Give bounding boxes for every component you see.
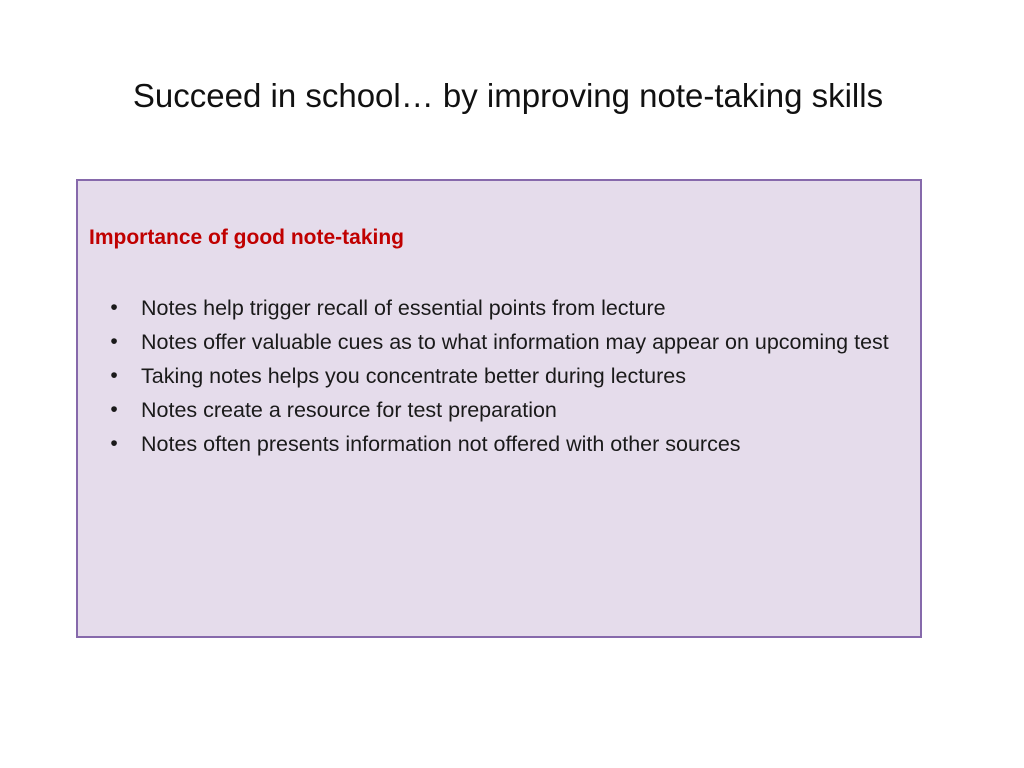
bullet-text: Notes offer valuable cues as to what information may appear on upcoming test (141, 330, 889, 354)
bullet-text: Notes help trigger recall of essential points from lecture (141, 296, 666, 320)
bullet-item (78, 325, 898, 359)
slide-title: Succeed in school… by improving note-taking skills (132, 77, 884, 114)
bullet-dot-icon: • (110, 364, 118, 387)
bullet-item (78, 359, 898, 393)
bullet-text: Notes often presents information not offered with other sources (141, 432, 741, 456)
content-box (76, 179, 922, 638)
box-heading: Importance of good note-taking (89, 226, 404, 249)
bullet-dot-icon: • (110, 398, 118, 421)
bullet-list (78, 291, 898, 461)
bullet-dot-icon: • (110, 296, 118, 319)
bullet-text: Taking notes helps you concentrate better during lectures (141, 364, 686, 388)
bullet-item (78, 393, 898, 427)
bullet-dot-icon: • (110, 330, 118, 353)
bullet-item (78, 291, 898, 325)
bullet-item (78, 427, 898, 461)
bullet-text: Notes create a resource for test preparation (141, 398, 557, 422)
bullet-dot-icon: • (110, 432, 118, 455)
